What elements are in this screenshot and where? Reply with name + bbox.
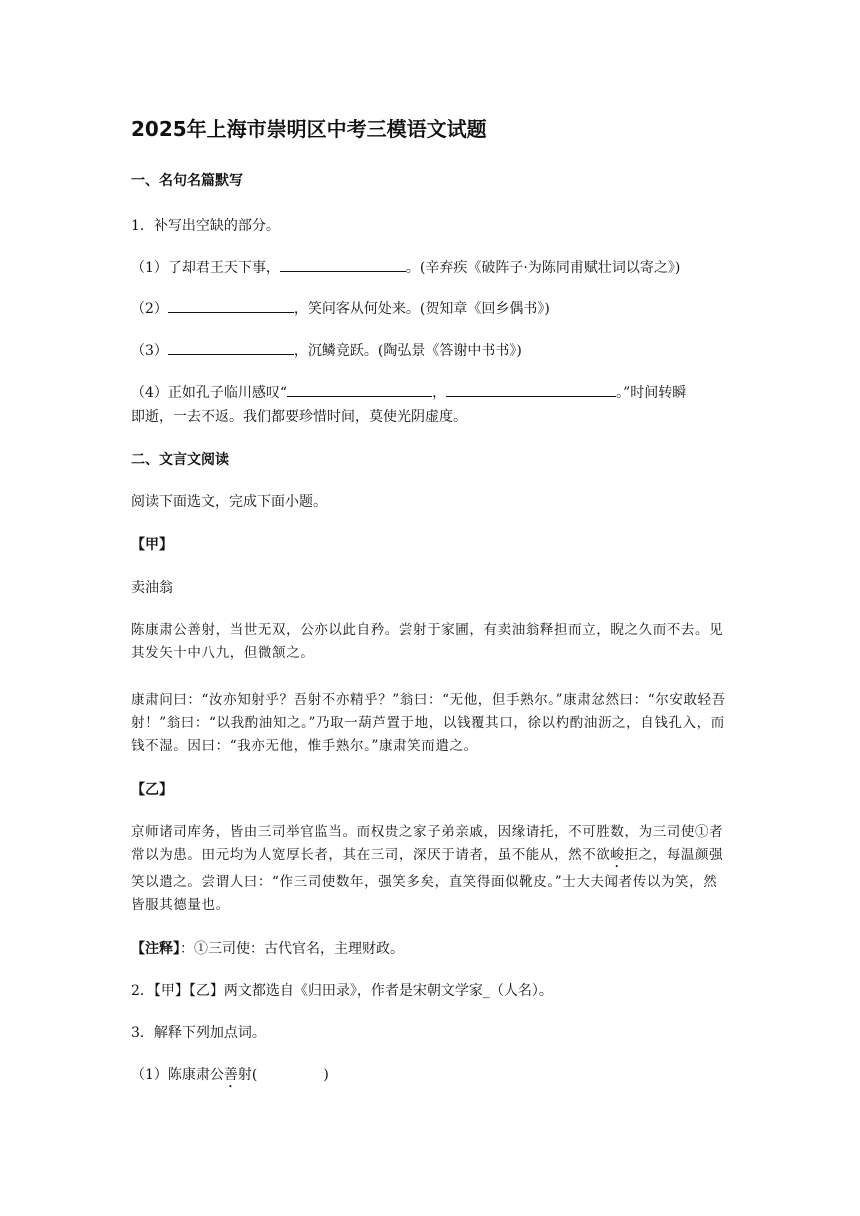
q1-item-4-post: 。”时间转瞬 bbox=[616, 385, 687, 401]
question-3: 3．解释下列加点词。 bbox=[131, 1025, 266, 1041]
annotation-text: ：①三司使：古代官名，主理财政。 bbox=[180, 941, 404, 957]
q1-item-4-pre: （4）正如孔子临川感叹“ bbox=[131, 385, 288, 401]
emphasized-word: 善 bbox=[223, 1067, 238, 1083]
q1-item-1-post: 。(辛弃疾《破阵子·为陈同甫赋壮词以寄之》) bbox=[405, 260, 681, 276]
answer-blank[interactable] bbox=[287, 382, 432, 397]
q3-item-1-pre: （1）陈康肃公 bbox=[131, 1067, 224, 1083]
q1-item-2-pre: （2） bbox=[131, 301, 168, 317]
answer-blank[interactable] bbox=[446, 382, 616, 397]
q1-item-3-post: ，沉鳞竞跃。(陶弘景《答谢中书书》) bbox=[293, 343, 522, 359]
answer-blank[interactable] bbox=[280, 257, 406, 272]
passage-yi-label: 【乙】 bbox=[131, 782, 173, 798]
passage-yi-paragraph bbox=[131, 821, 731, 917]
section1-heading: 一、名句名篇默写 bbox=[131, 173, 243, 189]
q1-item-4-line2: 即逝，一去不返。我们都要珍惜时间，莫使光阴虚度。 bbox=[131, 409, 467, 425]
q1-item-1 bbox=[131, 257, 680, 279]
q1-item-4-line1 bbox=[131, 382, 686, 404]
question-1: 1．补写出空缺的部分。 bbox=[131, 218, 280, 234]
page-title: 2025年上海市崇明区中考三模语文试题 bbox=[131, 117, 487, 141]
q3-item-1-close: ) bbox=[323, 1067, 329, 1083]
answer-blank[interactable] bbox=[168, 340, 294, 355]
passage-jia-paragraph-2: 康肃问曰：“汝亦知射乎？吾射不亦精乎？”翁曰：“无他，但手熟尔。”康肃忿然曰：“尔安敢轻吾射！”翁曰：“以我酌油知之。”乃取一葫芦置于地，以钱覆其口，徐以杓酌油沥之，自钱孔入，而钱不湿。因曰：“我亦无他，惟手熟尔。”康肃笑而遣之。 bbox=[131, 692, 726, 754]
q1-item-1-pre: （1）了却君王天下事， bbox=[131, 260, 280, 276]
q1-item-3-pre: （3） bbox=[131, 343, 168, 359]
q1-item-2-post: ，笑问客从何处来。(贺知章《回乡偶书》) bbox=[293, 301, 550, 317]
annotation bbox=[131, 938, 404, 960]
passage-jia-paragraph-1: 陈康肃公善射，当世无双，公亦以此自矜。尝射于家圃，有卖油翁释担而立，睨之久而不去。见其发矢十中八九，但微颔之。 bbox=[131, 622, 724, 661]
passage-yi-text-b: 拒之，每温颜强笑以遣之。尝谓人曰：“作三司使数年，强笑多矣，直笑得面似靴皮。”士大夫闻者传以为笑，然皆服其德量也。 bbox=[131, 847, 724, 913]
passage-jia-title: 卖油翁 bbox=[131, 580, 173, 596]
q1-item-2 bbox=[131, 298, 550, 320]
q1-item-3 bbox=[131, 340, 522, 362]
q3-item-1 bbox=[131, 1064, 329, 1091]
annotation-label: 【注释】 bbox=[131, 941, 180, 957]
emphasized-word: 峻 bbox=[610, 847, 625, 863]
question-2: 2．【甲】【乙】两文都选自《归田录》，作者是宋朝文学家_（人名）。 bbox=[131, 983, 553, 999]
section2-heading: 二、文言文阅读 bbox=[131, 452, 229, 468]
q3-item-1-post: 射( bbox=[237, 1067, 258, 1083]
q1-item-4-mid: ， bbox=[432, 385, 447, 401]
answer-blank[interactable] bbox=[168, 298, 294, 313]
passage-jia-label: 【甲】 bbox=[131, 537, 173, 553]
passage-yi-text-a: 京师诸司库务，皆由三司举官监当。而权贵之家子弟亲戚，因缘请托，不可胜数，为三司使①者常以为患。田元均为人宽厚长者，其在三司，深厌于请者，虽不能从，然不欲 bbox=[131, 824, 724, 863]
reading-intro: 阅读下面选文，完成下面小题。 bbox=[131, 494, 327, 510]
